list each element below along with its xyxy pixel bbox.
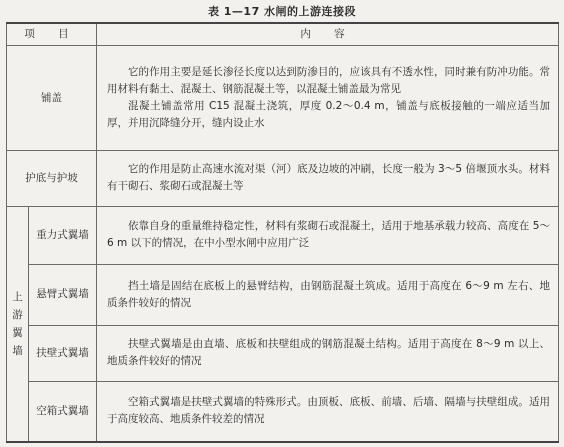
wing-content-cantilever: 挡土墙是固结在底板上的悬臂结构，由钢筋混凝土筑成。适用于高度在 6～9 m 左右、地质条件较好的情况 — [97, 265, 559, 326]
wing-item-gravity: 重力式翼墙 — [29, 206, 97, 264]
paragraph: 它的作用主要是延长渗径长度以达到防渗目的，应该具有不透水性，同时兼有防冲功能。常用材料有黏土、混凝土、钢筋混凝土等，以混凝土铺盖最为常见 — [107, 66, 550, 96]
table-container — [6, 22, 559, 443]
table-row — [7, 265, 559, 326]
wing-item-cantilever: 悬臂式翼墙 — [29, 265, 97, 326]
wing-content-buttress: 扶壁式翼墙是由直墙、底板和扶壁组成的钢筋混凝土结构。适用于高度在 8～9 m 以上、地质条件较好的情况 — [97, 325, 559, 381]
row-content-puga — [97, 46, 559, 151]
row-content-hudi — [97, 151, 559, 206]
sluice-upstream-table — [6, 22, 559, 443]
header-item: 项 目 — [7, 23, 97, 46]
table-row — [7, 206, 559, 264]
table-row — [7, 151, 559, 206]
paragraph: 混凝土铺盖常用 C15 混凝土浇筑，厚度 0.2～0.4 m，铺盖与底板接触的一端应适当加厚，并用沉降缝分开，缝内设止水 — [107, 100, 550, 130]
wing-item-hollow-box: 空箱式翼墙 — [29, 381, 97, 442]
group-label-cell — [7, 206, 29, 442]
row-item-puga: 铺盖 — [7, 46, 97, 151]
table-row — [7, 46, 559, 151]
row-item-hudi: 护底与护坡 — [7, 151, 97, 206]
wing-content-gravity: 依靠自身的重量维持稳定性，材料有浆砌石或混凝土，适用于地基承载力较高、高度在 5～6 m 以下的情况，在中小型水闸中应用广泛 — [97, 206, 559, 264]
table-row — [7, 325, 559, 381]
group-label: 上 游 翼 墙 — [12, 290, 23, 357]
header-row — [7, 23, 559, 46]
table-row — [7, 381, 559, 442]
wing-item-buttress: 扶壁式翼墙 — [29, 325, 97, 381]
table-title: 表 1—17 水闸的上游连接段 — [207, 5, 357, 18]
header-content: 内 容 — [97, 23, 559, 46]
wing-content-hollow-box: 空箱式翼墙是扶壁式翼墙的特殊形式。由顶板、底板、前墙、后墙、隔墙与扶壁组成。适用于高度较高、地质条件较差的情况 — [97, 381, 559, 442]
paragraph: 它的作用是防止高速水流对渠（河）底及边坡的冲刷，长度一般为 3～5 倍堰顶水头。材料有干砌石、浆砌石或混凝土等 — [107, 163, 550, 193]
